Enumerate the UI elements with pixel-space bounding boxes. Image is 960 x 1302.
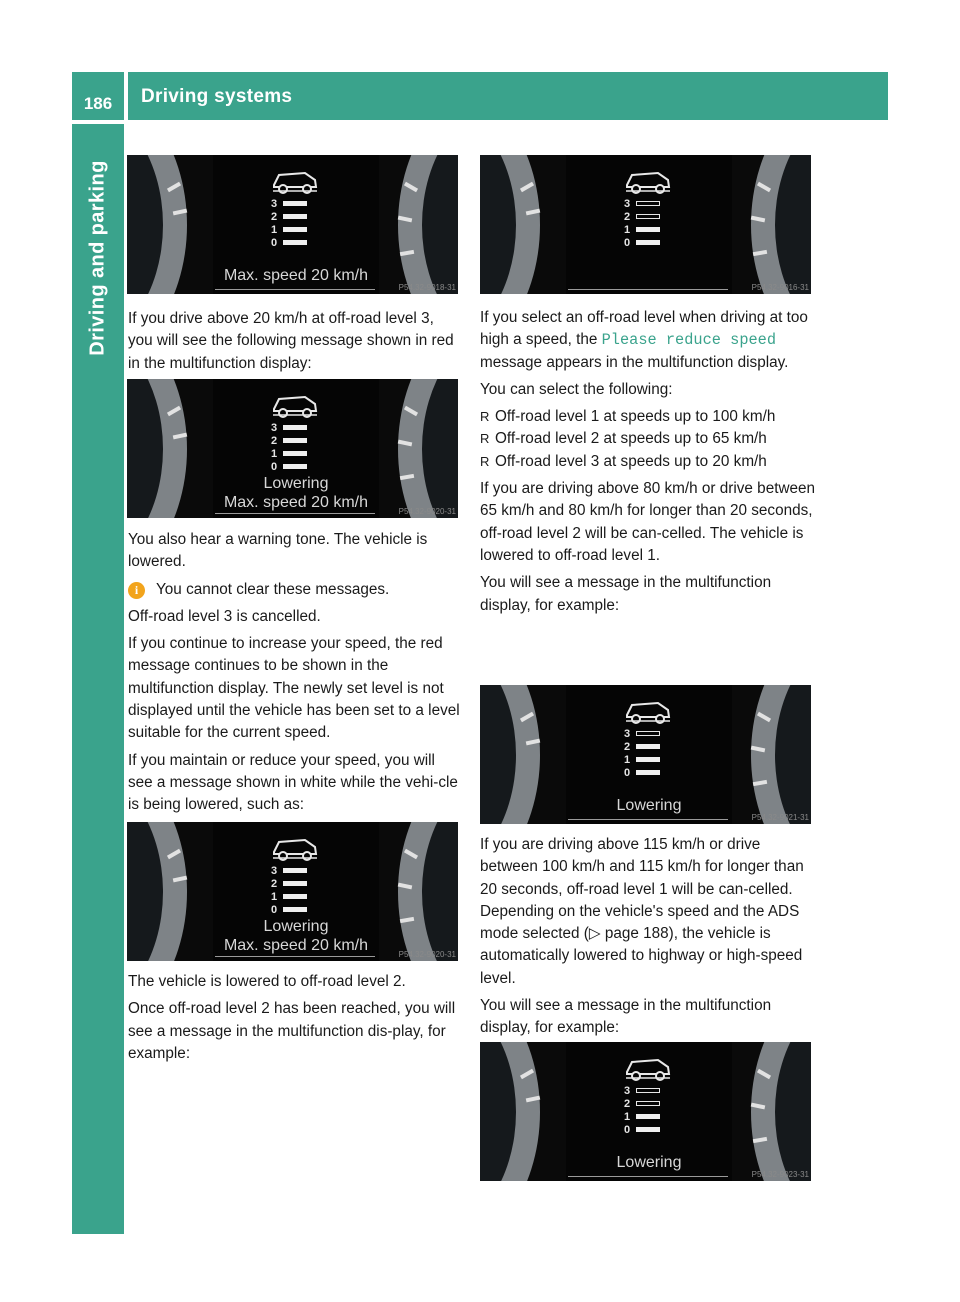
level-number: 0: [271, 904, 278, 916]
level-number: 2: [624, 1098, 631, 1110]
page-reference-link[interactable]: ▷ page 188: [588, 925, 669, 943]
tachometer-gauge: [398, 379, 458, 518]
display-baseline: [215, 289, 375, 290]
paragraph: You will see a message in the multifunction display, for example:: [480, 997, 772, 1037]
paragraph: [480, 307, 816, 374]
level-number: 0: [624, 767, 631, 779]
paragraph: The vehicle is lowered to off-road level 2.: [128, 973, 406, 990]
level-bar: [283, 227, 307, 232]
level-row: [271, 893, 331, 904]
paragraph-text: message appears in the multifunction display.: [480, 353, 789, 371]
level-bar: [636, 1101, 660, 1106]
tachometer-gauge: [751, 685, 811, 824]
left-block-2: [128, 529, 462, 822]
paragraph: If you continue to increase your speed, the red message continues to be shown in the multifunction display. The newly set level is not displayed until the vehicle has been set to a level suitable for the current speed.: [128, 635, 460, 742]
level-number: 1: [271, 891, 278, 903]
multifunction-display: [213, 822, 379, 961]
level-number: 1: [624, 224, 631, 236]
level-bar: [283, 907, 307, 912]
figure-id: P54.32-9020-31: [398, 507, 456, 516]
page-number: 186: [83, 94, 113, 113]
bullet-list: [480, 406, 816, 473]
paragraph: Off-road level 3 is cancelled.: [128, 607, 321, 625]
level-row: [624, 226, 684, 237]
level-row: [624, 730, 684, 741]
level-row: [271, 463, 331, 474]
display-message-code: Please reduce speed: [601, 331, 777, 350]
paragraph: You will see a message in the multifunction display, for example:: [480, 574, 772, 614]
display-message: Max. speed 20 km/h: [223, 937, 369, 954]
level-bar: [283, 201, 307, 206]
vehicle-level-icon: [271, 391, 319, 419]
paragraph-text: If you are driving above 115 km/h or drive between 100 km/h and 115 km/h for longer than 20 seconds, off-road level 1 will be can-celled. Depending on the vehicle's speed and the ADS mode selected (: [480, 836, 804, 943]
level-row: [271, 906, 331, 917]
display-message: Lowering: [263, 918, 329, 935]
level-number: 3: [271, 198, 278, 210]
cluster-figure: [127, 379, 458, 518]
speedometer-gauge: [480, 1042, 540, 1181]
level-bar: [283, 868, 307, 873]
level-number: 0: [624, 1124, 631, 1136]
figure-id: P54.32-9021-31: [751, 813, 809, 822]
level-row: [271, 424, 331, 435]
level-bar: [283, 881, 307, 886]
speedometer-gauge: [127, 379, 187, 518]
level-row: [624, 1126, 684, 1137]
multifunction-display: [566, 685, 732, 824]
figure-id: P54.32-9016-31: [751, 283, 809, 292]
tachometer-gauge: [398, 822, 458, 961]
display-message: Lowering: [263, 475, 329, 492]
right-block-1: [480, 307, 816, 622]
left-block-1: [128, 308, 462, 380]
level-bar: [283, 894, 307, 899]
level-bar: [636, 757, 660, 762]
list-item: R Off-road level 2 at speeds up to 65 km/h: [480, 428, 816, 450]
level-bar: [283, 425, 307, 430]
section-title: Driving systems: [141, 86, 293, 107]
tachometer-gauge: [398, 155, 458, 294]
level-number: 0: [271, 237, 278, 249]
level-number: 3: [624, 728, 631, 740]
level-row: [271, 437, 331, 448]
level-bar: [283, 240, 307, 245]
level-row: [271, 200, 331, 211]
info-note-text: You cannot clear these messages.: [156, 580, 390, 598]
info-icon: i: [128, 582, 145, 599]
vehicle-level-icon: [624, 167, 672, 195]
display-baseline: [215, 956, 375, 957]
paragraph: If you maintain or reduce your speed, you will see a message shown in white while the vehi-cle is being lowered, such as:: [128, 751, 458, 814]
speedometer-gauge: [480, 155, 540, 294]
level-row: [624, 743, 684, 754]
level-number: 0: [624, 237, 631, 249]
level-number: 2: [271, 435, 278, 447]
multifunction-display: [213, 155, 379, 294]
level-bar: [283, 438, 307, 443]
level-row: [271, 867, 331, 878]
paragraph: If you drive above 20 km/h at off-road level 3, you will see the following message shown in red in the multifunction display:: [128, 310, 454, 372]
right-block-2: [480, 834, 816, 1045]
level-bar: [636, 240, 660, 245]
level-bar: [283, 464, 307, 469]
vehicle-level-icon: [271, 834, 319, 862]
level-number: 1: [624, 1111, 631, 1123]
display-baseline: [568, 1176, 728, 1177]
level-row: [624, 756, 684, 767]
multifunction-display: [566, 1042, 732, 1181]
tachometer-gauge: [751, 155, 811, 294]
cluster-figure: [480, 1042, 811, 1181]
level-number: 1: [271, 448, 278, 460]
display-message: Lowering: [616, 1154, 682, 1171]
paragraph: [480, 834, 816, 990]
speedometer-gauge: [127, 155, 187, 294]
list-item: R Off-road level 1 at speeds up to 100 km/h: [480, 406, 816, 428]
paragraph: If you are driving above 80 km/h or drive between 65 km/h and 80 km/h for longer than 20 seconds, off-road level 2 will be can-celled. The vehicle is lowered to off-road level 1.: [480, 480, 816, 564]
level-bar: [636, 214, 660, 219]
level-bar: [636, 201, 660, 206]
level-number: 0: [271, 461, 278, 473]
level-row: [624, 769, 684, 780]
figure-id: P54.32-9020-31: [398, 950, 456, 959]
vehicle-level-icon: [624, 697, 672, 725]
level-number: 2: [624, 741, 631, 753]
level-row: [624, 1113, 684, 1124]
multifunction-display: [213, 379, 379, 518]
level-number: 3: [624, 198, 631, 210]
left-block-3: [128, 971, 462, 1070]
level-row: [624, 200, 684, 211]
cluster-figure: [480, 685, 811, 824]
level-row: [624, 1100, 684, 1111]
level-number: 2: [271, 878, 278, 890]
paragraph-text: ), the vehicle is automatically lowered to highway or high-speed level.: [480, 925, 803, 987]
figure-id: P54.32-9018-31: [398, 283, 456, 292]
vehicle-level-icon: [624, 1054, 672, 1082]
display-baseline: [568, 289, 728, 290]
level-bar: [636, 1127, 660, 1132]
multifunction-display: [566, 155, 732, 294]
speedometer-gauge: [127, 822, 187, 961]
level-row: [624, 213, 684, 224]
level-number: 3: [624, 1085, 631, 1097]
level-bar: [636, 744, 660, 749]
level-number: 3: [271, 422, 278, 434]
display-baseline: [568, 819, 728, 820]
cluster-figure: [480, 155, 811, 294]
speedometer-gauge: [480, 685, 540, 824]
level-row: [624, 1087, 684, 1098]
level-row: [624, 239, 684, 250]
level-number: 3: [271, 865, 278, 877]
level-bar: [636, 731, 660, 736]
level-number: 1: [624, 754, 631, 766]
level-bar: [636, 1114, 660, 1119]
display-baseline: [215, 513, 375, 514]
display-message: Max. speed 20 km/h: [223, 494, 369, 511]
level-number: 2: [624, 211, 631, 223]
level-row: [271, 450, 331, 461]
paragraph-text: If you select an off-road level when driving at too high a speed, the: [480, 309, 808, 349]
vehicle-level-icon: [271, 167, 319, 195]
tachometer-gauge: [751, 1042, 811, 1181]
cluster-figure: [127, 155, 458, 294]
cluster-figure: [127, 822, 458, 961]
list-item: R Off-road level 3 at speeds up to 20 km/h: [480, 451, 816, 473]
level-number: 2: [271, 211, 278, 223]
level-row: [271, 213, 331, 224]
figure-id: P54.32-9023-31: [751, 1170, 809, 1179]
paragraph: You also hear a warning tone. The vehicle is lowered.: [128, 531, 428, 571]
level-row: [271, 880, 331, 891]
info-note: [128, 579, 462, 601]
level-bar: [636, 1088, 660, 1093]
side-tab-label: Driving and parking: [86, 160, 109, 356]
level-bar: [283, 214, 307, 219]
level-bar: [636, 770, 660, 775]
display-message: Lowering: [616, 797, 682, 814]
display-message: Max. speed 20 km/h: [223, 267, 369, 284]
level-row: [271, 226, 331, 237]
level-bar: [636, 227, 660, 232]
level-bar: [283, 451, 307, 456]
level-row: [271, 239, 331, 250]
paragraph: You can select the following:: [480, 380, 673, 398]
level-number: 1: [271, 224, 278, 236]
paragraph: Once off-road level 2 has been reached, you will see a message in the multifunction dis-play, for example:: [128, 1000, 456, 1062]
